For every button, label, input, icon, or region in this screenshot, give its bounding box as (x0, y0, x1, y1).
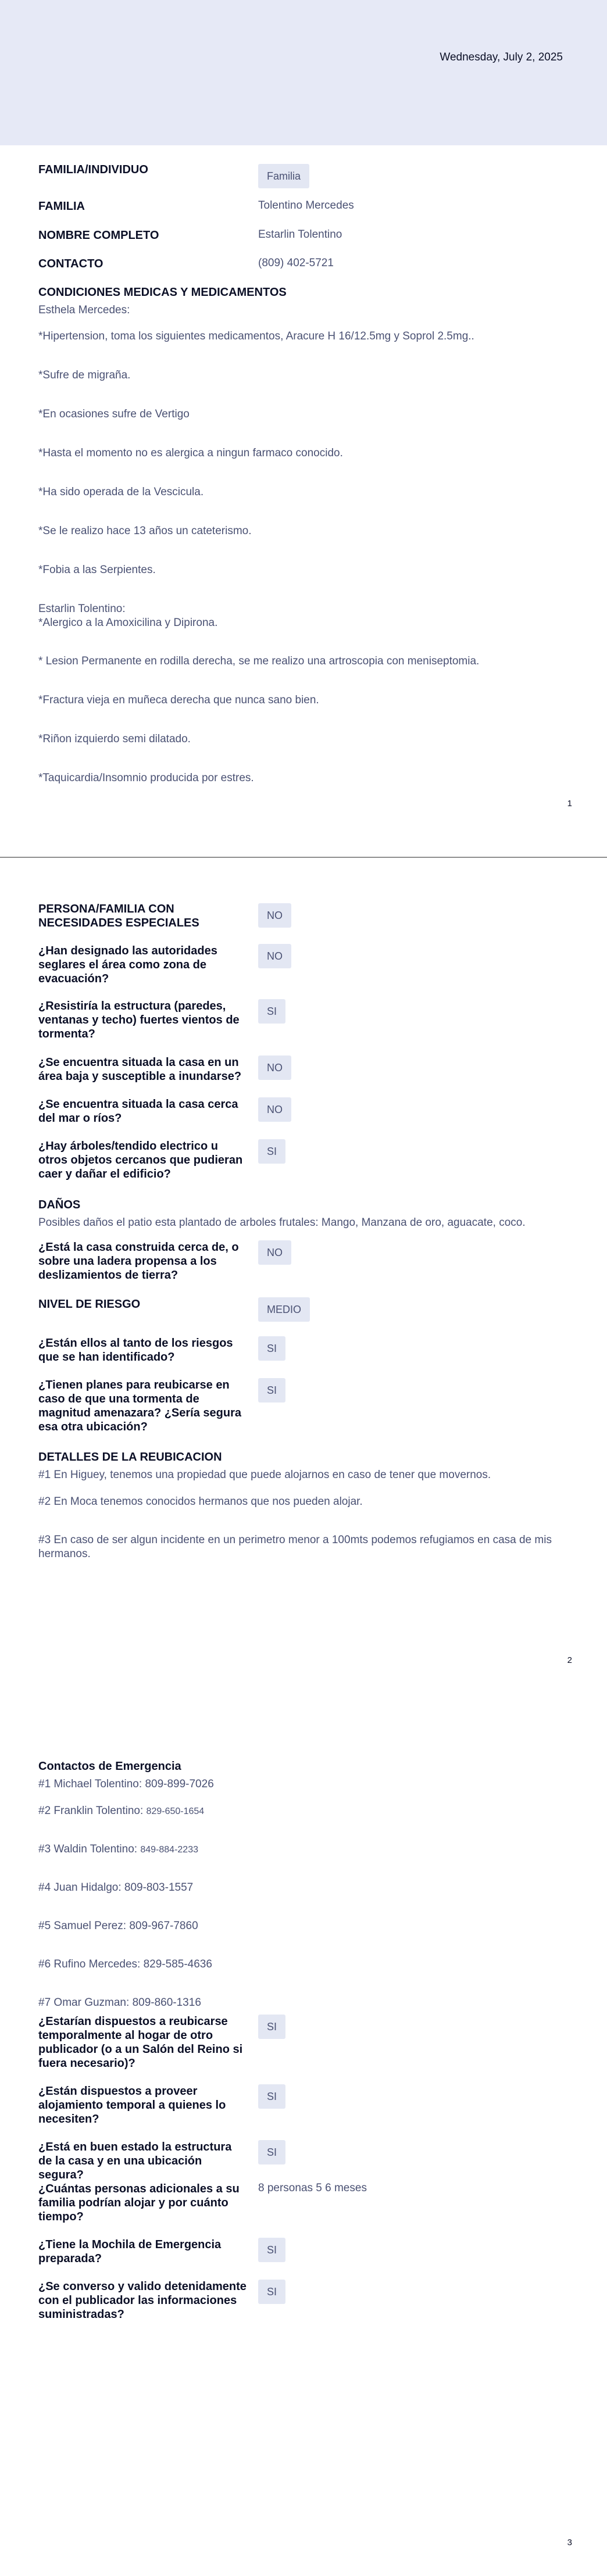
value-validacion-publicador: SI (258, 2280, 285, 2304)
conditions-line: *Fobia a las Serpientes. (38, 564, 156, 576)
value-area-inundable: NO (258, 1056, 291, 1080)
value-necesidades-especiales: NO (258, 903, 291, 928)
relocation-title: DETALLES DE LA REUBICACION (38, 1451, 222, 1464)
label-ladera: ¿Está la casa construida cerca de, o sobre una ladera propensa a los deslizamientos de tierra? (38, 1241, 239, 1282)
value-planes-reubicacion: SI (258, 1378, 285, 1403)
value-contacto: (809) 402-5721 (258, 257, 334, 269)
label-reubicarse-temporalmente: ¿Estarían dispuestos a reubicarse temporalmente al hogar de otro publicador (o a un Salón del Reino si fuera necesario)? (38, 2015, 243, 2070)
value-nombre-completo: Estarlin Tolentino (258, 228, 342, 241)
contact-item (38, 1804, 573, 1819)
conditions-line: *Ha sido operada de la Vescicula. (38, 486, 204, 498)
contact-item (38, 1881, 573, 1895)
label-proveer-alojamiento: ¿Están dispuestos a proveer alojamiento temporal a quienes lo necesiten? (38, 2085, 226, 2126)
conditions-line: *Se le realizo hace 13 años un cateterismo. (38, 525, 252, 537)
page-1 (0, 0, 607, 857)
label-estructura-casa: ¿Está en buen estado la estructura de la casa y en una ubicación segura? (38, 2141, 232, 2181)
label-familia: FAMILIA (38, 200, 85, 213)
header-banner (0, 0, 607, 145)
label-contacto: CONTACTO (38, 257, 103, 270)
contact-item (38, 1777, 573, 1791)
contact-phone: 829-650-1654 (146, 1806, 205, 1816)
label-nivel-riesgo: NIVEL DE RIESGO (38, 1298, 141, 1311)
label-nombre-completo: NOMBRE COMPLETO (38, 229, 159, 242)
page-number: 1 (567, 799, 572, 808)
label-resistencia-estructura: ¿Resistiría la estructura (paredes, ventanas y techo) fuertes vientos de tormenta? (38, 1000, 240, 1040)
value-familia: Tolentino Mercedes (258, 199, 354, 212)
conditions-line: *Fractura vieja en muñeca derecha que nunca sano bien. (38, 694, 319, 706)
label-cerca-mar-rios: ¿Se encuentra situada la casa cerca del mar o ríos? (38, 1098, 238, 1125)
value-zona-evacuacion: NO (258, 944, 291, 968)
conditions-title: CONDICIONES MEDICAS Y MEDICAMENTOS (38, 286, 287, 299)
page-number: 2 (567, 1655, 572, 1665)
header-date: Wednesday, July 2, 2025 (440, 51, 563, 63)
conditions-line: * Lesion Permanente en rodilla derecha, se me realizo una artroscopia con meniseptomia. (38, 655, 480, 667)
label-validacion-publicador: ¿Se converso y valido detenidamente con el publicador las informaciones suministradas? (38, 2280, 247, 2321)
contact-item (38, 1842, 573, 1857)
value-cerca-mar-rios: NO (258, 1097, 291, 1122)
contact-phone: 809-899-7026 (145, 1778, 214, 1790)
label-planes-reubicacion: ¿Tienen planes para reubicarse en caso de que una tormenta de magnitud amenazara? ¿Sería segura esa otra ubicación? (38, 1379, 242, 1433)
value-arboles-tendido: SI (258, 1139, 285, 1164)
conditions-line: Esthela Mercedes: (38, 304, 130, 316)
contact-name: #5 Samuel Perez: (38, 1920, 130, 1932)
page-number: 3 (567, 2538, 572, 2548)
label-necesidades-especiales: PERSONA/FAMILIA CON NECESIDADES ESPECIALES (38, 903, 199, 929)
contact-item (38, 1958, 573, 1972)
page-3 (0, 1713, 607, 2575)
contact-name: #6 Rufino Mercedes: (38, 1958, 144, 1970)
label-personas-adicionales: ¿Cuántas personas adicionales a su familia podrían alojar y por cuánto tiempo? (38, 2183, 240, 2223)
value-familia-individuo: Familia (258, 164, 309, 188)
value-nivel-riesgo: MEDIO (258, 1297, 310, 1322)
contacts-title: Contactos de Emergencia (38, 1760, 181, 1773)
label-arboles-tendido: ¿Hay árboles/tendido electrico u otros objetos cercanos que pudieran caer y dañar el edificio? (38, 1140, 243, 1180)
contact-item (38, 1919, 573, 1933)
conditions-line: *Hipertension, toma los siguientes medicamentos, Aracure H 16/12.5mg y Soprol 2.5mg.. (38, 330, 474, 342)
danos-value: Posibles daños el patio esta plantado de arboles frutales: Mango, Manzana de oro, aguacate, coco. (38, 1217, 526, 1229)
value-riesgos-identificados: SI (258, 1336, 285, 1361)
relocation-line: #3 En caso de ser algun incidente en un perimetro menor a 100mts podemos refugiamos en casa de mis hermanos. (38, 1534, 552, 1560)
contact-phone: 809-967-7860 (129, 1920, 198, 1932)
conditions-line: Estarlin Tolentino: (38, 603, 126, 615)
label-zona-evacuacion: ¿Han designado las autoridades seglares el área como zona de evacuación? (38, 944, 217, 985)
label-area-inundable: ¿Se encuentra situada la casa en un área baja y susceptible a inundarse? (38, 1056, 242, 1083)
conditions-line: *Alergico a la Amoxicilina y Dipirona. (38, 617, 218, 629)
danos-label: DAÑOS (38, 1198, 81, 1211)
page-2 (0, 857, 607, 1713)
value-reubicarse-temporalmente: SI (258, 2015, 285, 2039)
conditions-line: *En ocasiones sufre de Vertigo (38, 408, 190, 420)
conditions-line: *Taquicardia/Insomnio producida por estres. (38, 772, 254, 784)
value-ladera: NO (258, 1240, 291, 1265)
conditions-line: *Riñon izquierdo semi dilatado. (38, 733, 191, 745)
contact-name: #1 Michael Tolentino: (38, 1778, 145, 1790)
label-mochila-emergencia: ¿Tiene la Mochila de Emergencia preparada? (38, 2238, 222, 2265)
value-estructura-casa: SI (258, 2140, 285, 2164)
value-proveer-alojamiento: SI (258, 2084, 285, 2109)
contact-phone: 849-884-2233 (140, 1845, 198, 1855)
contact-name: #2 Franklin Tolentino: (38, 1805, 147, 1817)
label-familia-individuo: FAMILIA/INDIVIDUO (38, 163, 148, 176)
contact-phone: 829-585-4636 (143, 1958, 212, 1970)
relocation-line: #1 En Higuey, tenemos una propiedad que puede alojarnos en caso de tener que movernos. (38, 1469, 491, 1481)
conditions-line: *Hasta el momento no es alergica a ningun farmaco conocido. (38, 447, 343, 459)
contact-name: #3 Waldin Tolentino: (38, 1843, 141, 1855)
contact-item (38, 1996, 573, 2010)
label-riesgos-identificados: ¿Están ellos al tanto de los riesgos que se han identificado? (38, 1337, 233, 1364)
contact-name: #7 Omar Guzman: (38, 1997, 133, 2009)
contact-phone: 809-860-1316 (132, 1997, 201, 2009)
contact-phone: 809-803-1557 (124, 1881, 194, 1894)
conditions-line: *Sufre de migraña. (38, 369, 131, 381)
relocation-line: #2 En Moca tenemos conocidos hermanos que nos pueden alojar. (38, 1495, 363, 1508)
value-resistencia-estructura: SI (258, 999, 285, 1024)
contact-name: #4 Juan Hidalgo: (38, 1881, 124, 1894)
value-mochila-emergencia: SI (258, 2238, 285, 2262)
value-personas-adicionales: 8 personas 5 6 meses (258, 2182, 367, 2194)
